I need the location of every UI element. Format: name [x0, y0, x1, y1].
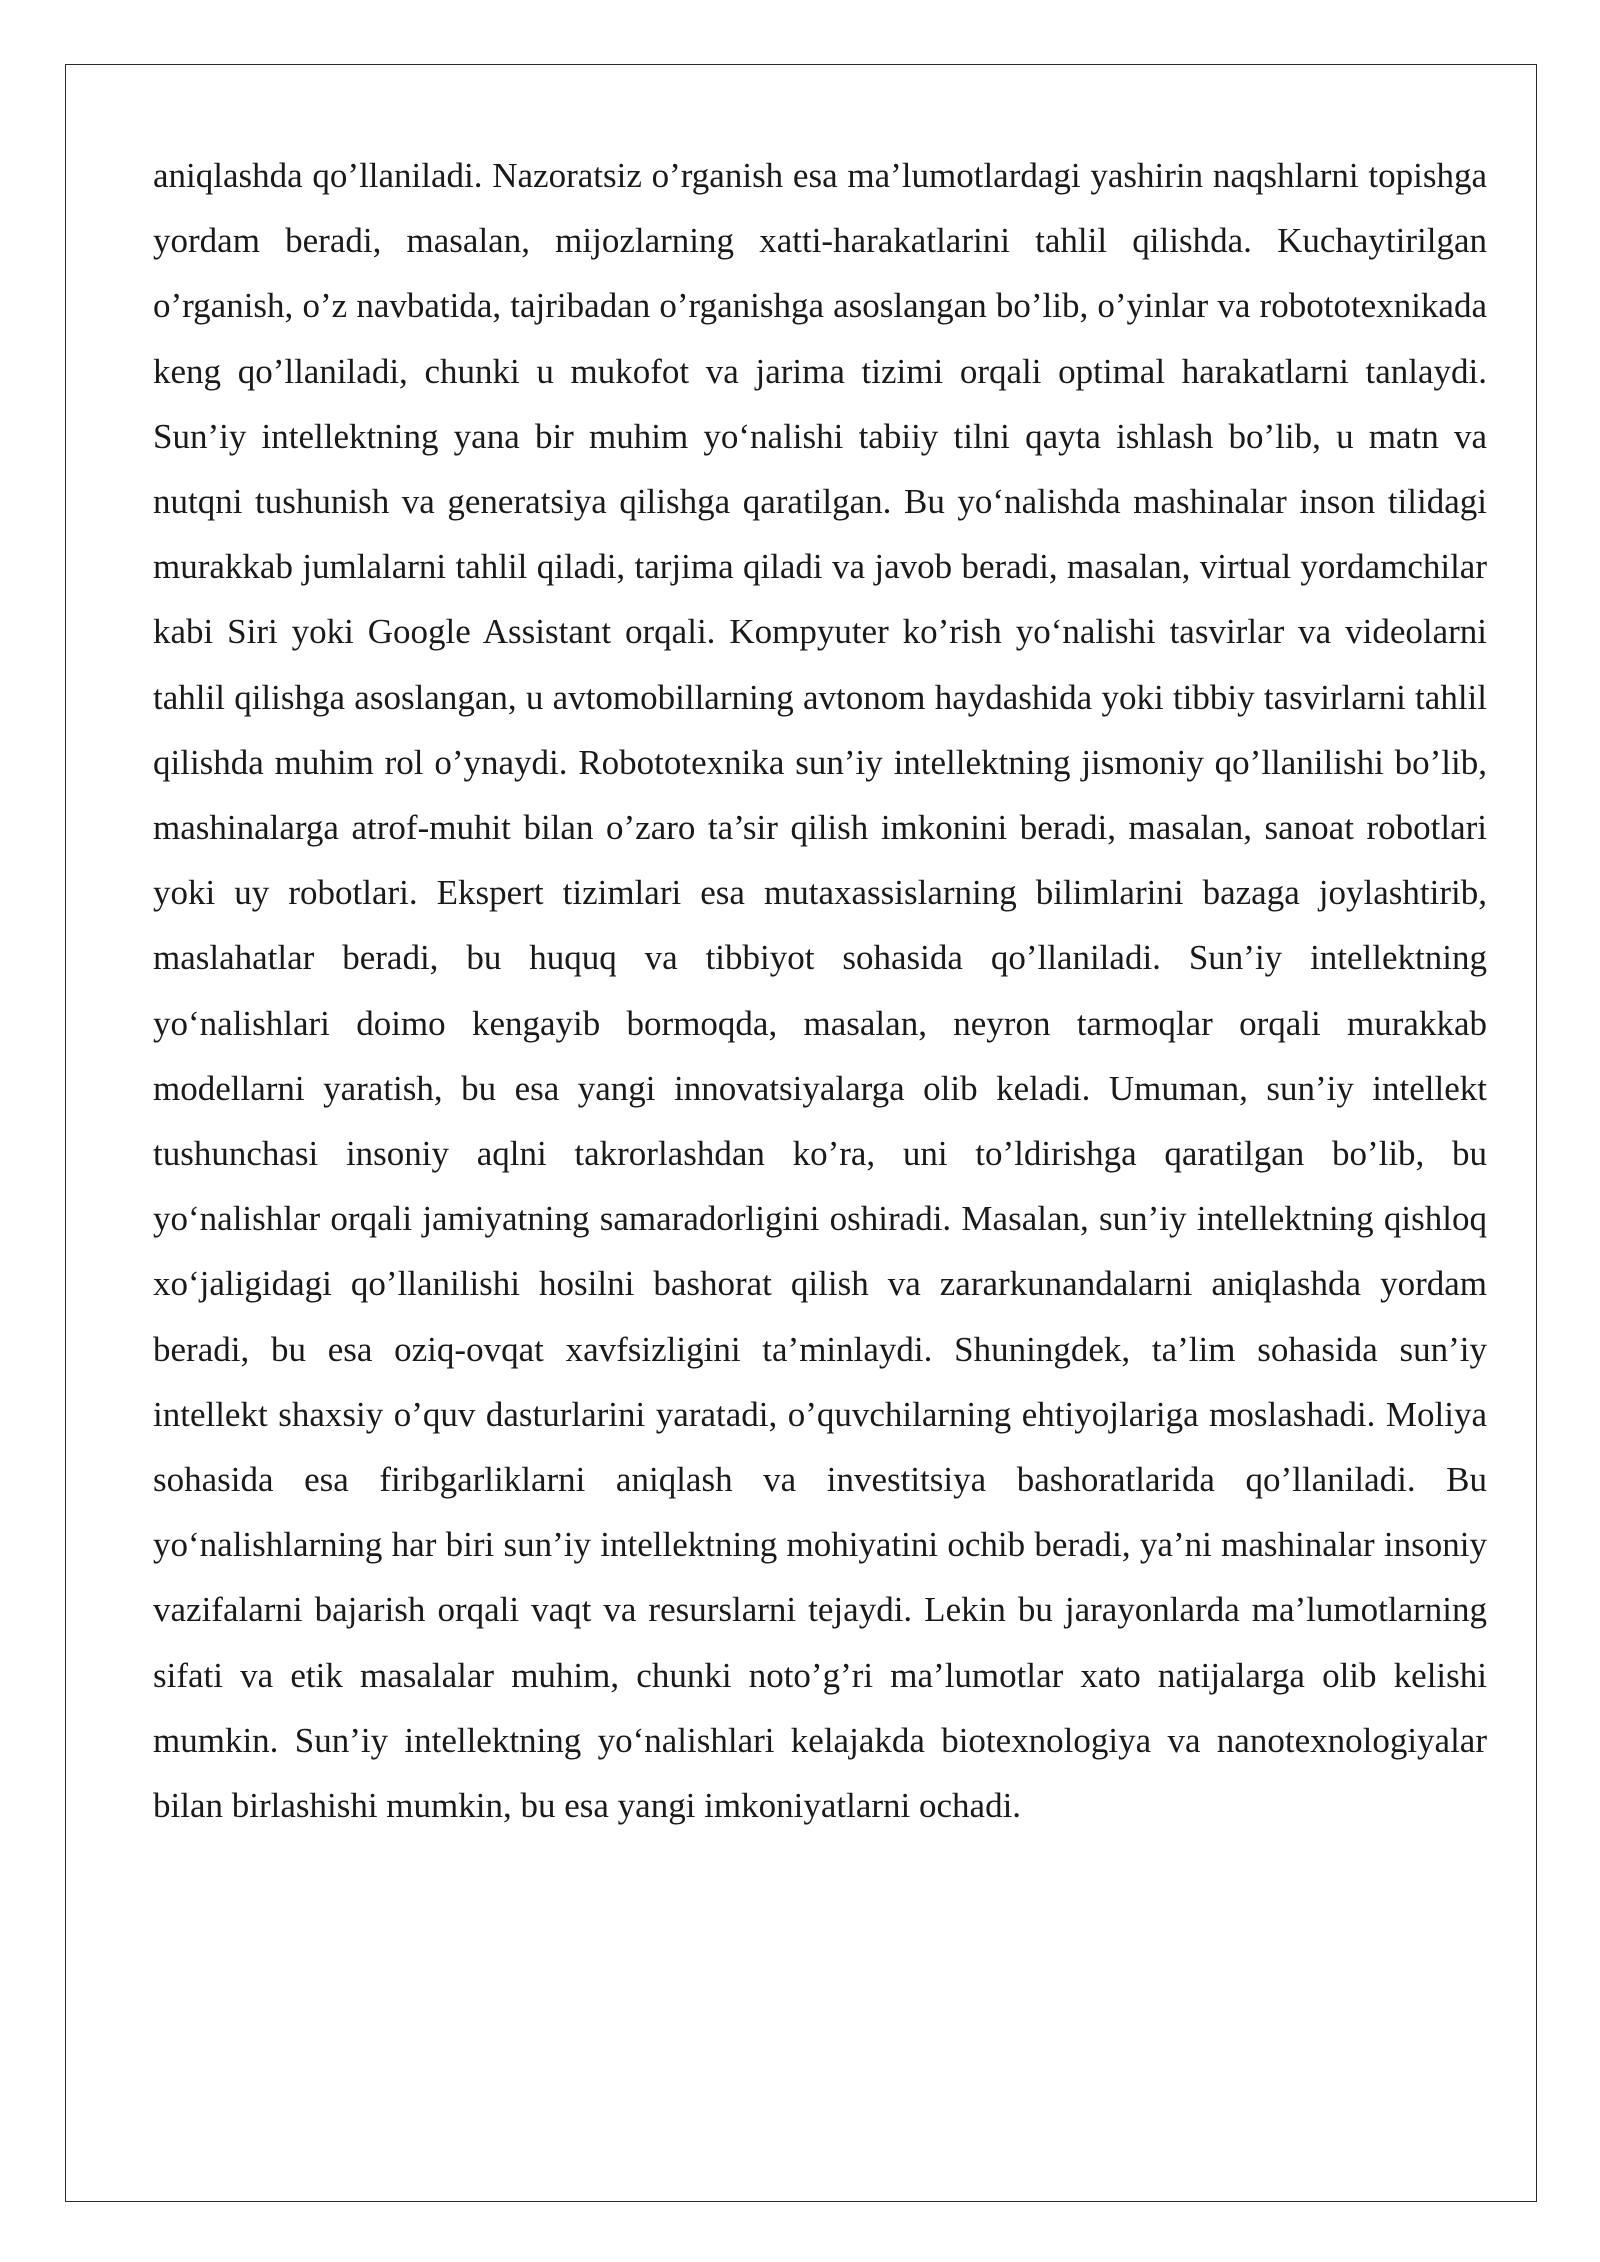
body-paragraph: aniqlashda qo’llaniladi. Nazoratsiz o’rganish esa ma’lumotlardagi yashirin naqshlarni topishga yordam beradi, masalan, mijozlarning xatti-harakatlarini tahlil qilishda. Kuchaytirilgan o’rganish, o’z navbatida, tajribadan o’rganishga asoslangan bo’lib, o’yinlar va robototexnikada keng qo’llaniladi, chunki u mukofot va jarima tizimi orqali optimal harakatlarni tanlaydi. Sun’iy intellektning yana bir muhim yo‘nalishi tabiiy tilni qayta ishlash bo’lib, u matn va nutqni tushunish va generatsiya qilishga qaratilgan. Bu yo‘nalishda mashinalar inson tilidagi murakkab jumlalarni tahlil qiladi, tarjima qiladi va javob beradi, masalan, virtual yordamchilar kabi Siri yoki Google Assistant orqali. Kompyuter ko’rish yo‘nalishi tasvirlar va videolarni tahlil qilishga asoslangan, u avtomobillarning avtonom haydashida yoki tibbiy tasvirlarni tahlil qilishda muhim rol o’ynaydi. Robototexnika sun’iy intellektning jismoniy qo’llanilishi bo’lib, mashinalarga atrof-muhit bilan o’zaro ta’sir qilish imkonini beradi, masalan, sanoat robotlari yoki uy robotlari. Ekspert tizimlari esa mutaxassislarning bilimlarini bazaga joylashtirib, maslahatlar beradi, bu huquq va tibbiyot sohasida qo’llaniladi. Sun’iy intellektning yo‘nalishlari doimo kengayib bormoqda, masalan, neyron tarmoqlar orqali murakkab modellarni yaratish, bu esa yangi innovatsiyalarga olib keladi. Umuman, sun’iy intellekt tushunchasi insoniy aqlni takrorlashdan ko’ra, uni to’ldirishga qaratilgan bo’lib, bu yo‘nalishlar orqali jamiyatning samaradorligini oshiradi. Masalan, sun’iy intellektning qishloq xo‘jaligidagi qo’llanilishi hosilni bashorat qilish va zararkunandalarni aniqlashda yordam beradi, bu esa oziq-ovqat xavfsizligini ta’minlaydi. Shuningdek, ta’lim sohasida sun’iy intellekt shaxsiy o’quv dasturlarini yaratadi, o’quvchilarning ehtiyojlariga moslashadi. Moliya sohasida esa firibgarliklarni aniqlash va investitsiya bashoratlarida qo’llaniladi. Bu yo‘nalishlarning har biri sun’iy intellektning mohiyatini ochib beradi, ya’ni mashinalar insoniy vazifalarni bajarish orqali vaqt va resurslarni tejaydi. Lekin bu jarayonlarda ma’lumotlarning sifati va etik masalalar muhim, chunki noto’g’ri ma’lumotlar xato natijalarga olib kelishi mumkin. Sun’iy intellektning yo‘nalishlari kelajakda biotexnologiya va nanotexnologiyalar bilan birlashishi mumkin, bu esa yangi imkoniyatlarni ochadi. [153, 156, 1487, 1826]
